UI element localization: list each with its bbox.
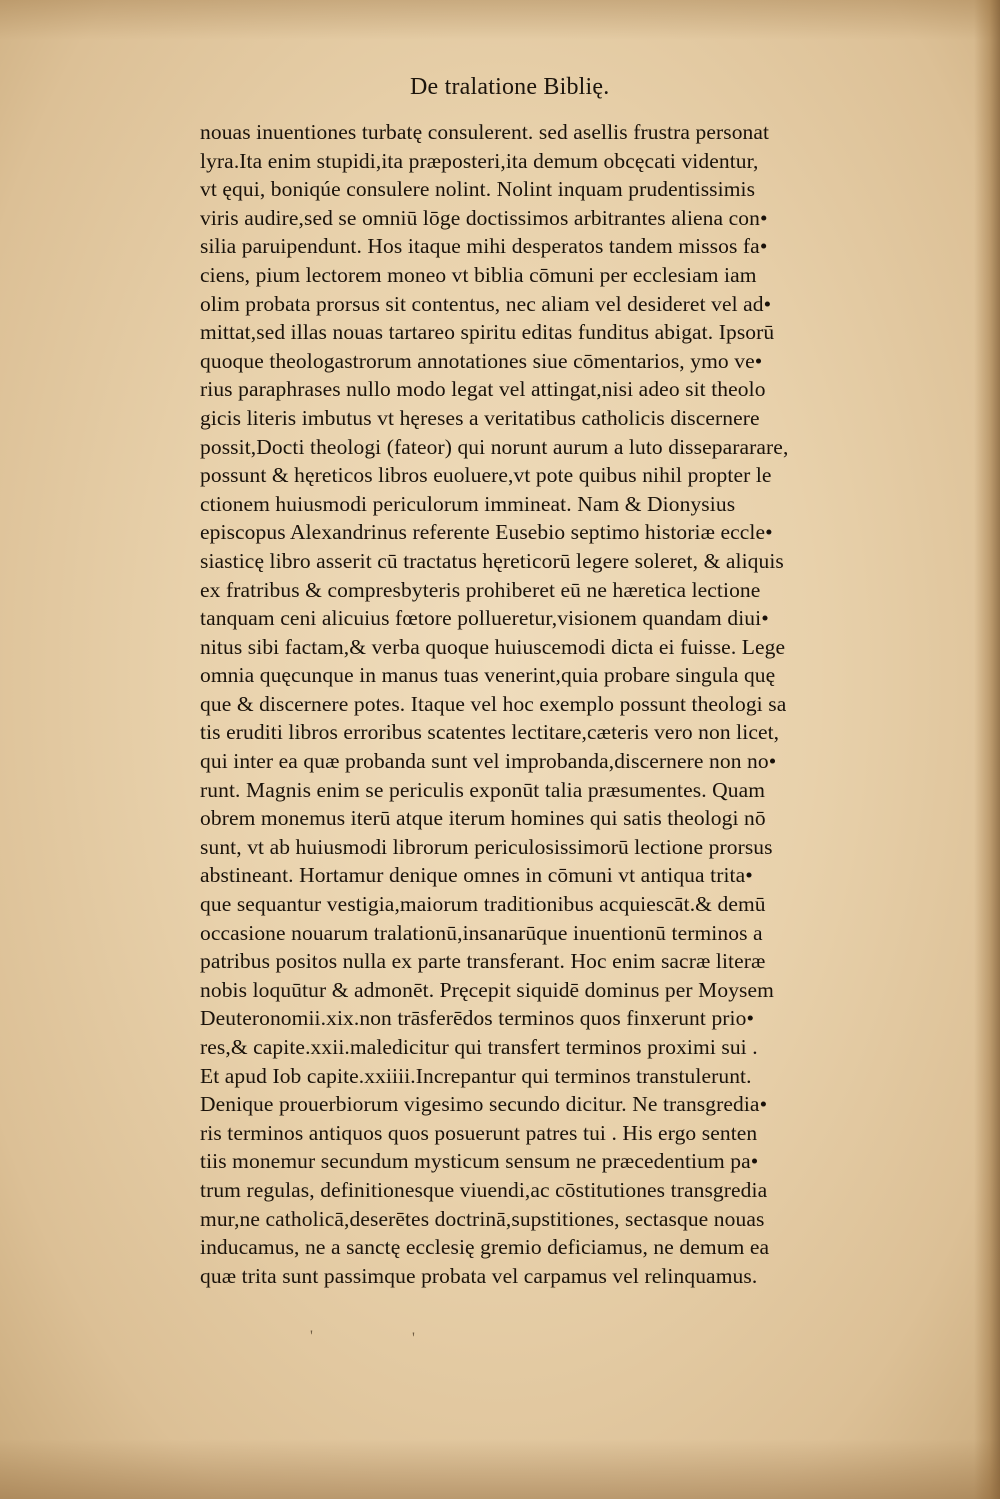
text-line: nobis loquūtur & admonēt. Pręcepit siquidē dominus per Moysem bbox=[200, 977, 774, 1002]
text-line: res,& capite.xxii.maledicitur qui transfert terminos proximi sui . bbox=[200, 1035, 758, 1059]
text-line: quæ trita sunt passimque probata vel carpamus vel relinquamus. bbox=[200, 1263, 758, 1288]
page-edge-stain-top bbox=[0, 0, 1000, 40]
text-line: Denique prouerbiorum vigesimo secundo dicitur. Ne transgredia• bbox=[200, 1092, 768, 1117]
text-line: mittat,sed illas nouas tartareo spiritu editas funditus abigat. Ipsorū bbox=[200, 320, 775, 345]
text-line: patribus positos nulla ex parte transferant. Hoc enim sacræ literæ bbox=[200, 949, 766, 974]
running-head: De tralatione Biblię. bbox=[410, 74, 610, 100]
text-line: ciens, pium lectorem moneo vt biblia cōmuni per ecclesiam iam bbox=[200, 262, 757, 287]
text-line: quoque theologastrorum annotationes siue cōmentarios, ymo ve• bbox=[200, 348, 763, 373]
text-line: trum regulas, definitionesque viuendi,ac cōstitutiones transgredia bbox=[200, 1177, 768, 1202]
text-line: inducamus, ne a sanctę ecclesię gremio deficiamus, ne demum ea bbox=[200, 1235, 770, 1260]
text-line: possunt & hęreticos libros euoluere,vt pote quibus nihil propter le bbox=[200, 463, 772, 488]
text-line: nitus sibi factam,& verba quoque huiuscemodi dicta ei fuisse. Lege bbox=[200, 634, 786, 659]
body-text bbox=[200, 118, 880, 1290]
text-line: Deuteronomii.xix.non trāsferēdos terminos quos finxerunt prio• bbox=[200, 1006, 755, 1031]
text-line: ex fratribus & compresbyteris prohiberet eū ne hæretica lectione bbox=[200, 577, 761, 602]
text-line: silia paruipendunt. Hos itaque mihi desperatos tandem missos fa• bbox=[200, 234, 768, 259]
ink-speck: ' bbox=[412, 1330, 415, 1347]
text-line: ris terminos antiquos quos posuerunt patres tui . His ergo senten bbox=[200, 1120, 758, 1145]
text-line: possit,Docti theologi (fateor) qui norunt aurum a luto dissepararare, bbox=[200, 434, 789, 459]
text-line: nouas inuentiones turbatę consulerent. sed asellis frustra personat bbox=[200, 120, 770, 144]
text-line: viris audire,sed se omniū lōge doctissimos arbitrantes aliena con• bbox=[200, 205, 768, 230]
text-line: qui inter ea quæ probanda sunt vel improbanda,discernere non no• bbox=[200, 749, 777, 774]
text-line: occasione nouarum tralationū,insanarūque inuentionū terminos a bbox=[200, 920, 763, 945]
text-line: abstineant. Hortamur denique omnes in cōmuni vt antiqua trita• bbox=[200, 863, 753, 888]
text-line: lyra.Ita enim stupidi,ita præposteri,ita demum obcęcati videntur, bbox=[200, 148, 759, 173]
ink-speck: ' bbox=[310, 1328, 313, 1345]
text-line: sunt, vt ab huiusmodi librorum periculosissimorū lectione prorsus bbox=[200, 834, 773, 859]
text-line: tis eruditi libros erroribus scatentes lectitare,cæteris vero non licet, bbox=[200, 720, 780, 745]
text-line: que & discernere potes. Itaque vel hoc exemplo possunt theologi sa bbox=[200, 691, 787, 716]
text-line: gicis literis imbutus vt hęreses a veritatibus catholicis discernere bbox=[200, 405, 760, 430]
text-line: mur,ne catholicā,deserētes doctrinā,supstitiones, sectasque nouas bbox=[200, 1206, 765, 1231]
text-line: siasticę libro asserit cū tractatus hęreticorū legere soleret, & aliquis bbox=[200, 548, 784, 573]
text-line: Et apud Iob capite.xxiiii.Increpantur qui terminos transtulerunt. bbox=[200, 1063, 752, 1088]
page-edge-stain-right bbox=[974, 0, 1000, 1499]
text-line: ctionem huiusmodi periculorum immineat. Nam & Dionysius bbox=[200, 491, 736, 516]
text-line: que sequantur vestigia,maiorum traditionibus acquiescāt.& demū bbox=[200, 892, 766, 917]
text-line: tanquam ceni alicuius fœtore pollueretur,visionem quandam diui• bbox=[200, 606, 769, 631]
text-line: episcopus Alexandrinus referente Eusebio septimo historiæ eccle• bbox=[200, 520, 773, 545]
text-line: obrem monemus iterū atque iterum homines qui satis theologi nō bbox=[200, 806, 766, 831]
page-edge-stain-bottom bbox=[0, 1439, 1000, 1499]
text-line: runt. Magnis enim se periculis exponūt talia præsumentes. Quam bbox=[200, 777, 766, 802]
text-line: tiis monemur secundum mysticum sensum ne præcedentium pa• bbox=[200, 1149, 759, 1174]
text-line: olim probata prorsus sit contentus, nec aliam vel desideret vel ad• bbox=[200, 291, 772, 316]
text-line: rius paraphrases nullo modo legat vel attingat,nisi adeo sit theolo bbox=[200, 377, 766, 402]
text-line: omnia quęcunque in manus tuas venerint,quia probare singula quę bbox=[200, 663, 776, 688]
text-line: vt ęqui, boniqúe consulere nolint. Nolint inquam prudentissimis bbox=[200, 177, 756, 202]
